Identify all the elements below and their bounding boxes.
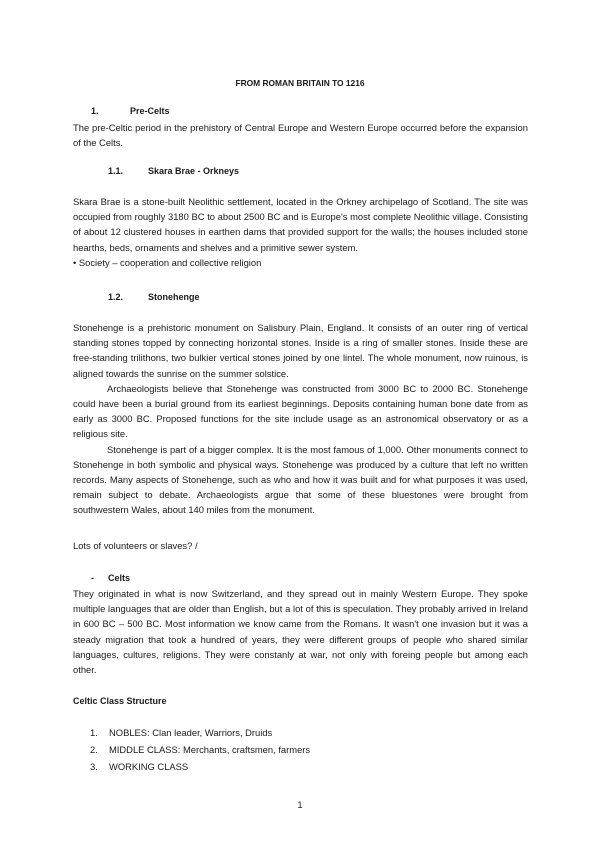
paragraph: Lots of volunteers or slaves? / (73, 540, 198, 551)
page-number: 1 (297, 800, 303, 810)
section-title: Skara Brae - Orkneys (148, 166, 240, 176)
section-title: Celts (108, 573, 131, 583)
paragraph: Skara Brae is a stone-built Neolithic settlement, located in the Orkney archipelago of Scotland. The site was occupied from roughly 3180 BC to about 2500 BC and is Europe's most complete Neolithic village. Consisting of about 12 clustered houses in earthen dams that provided support for the walls; the houses included stone hearths, beds, ornaments and shelves and a primitive sewer system. (73, 196, 528, 253)
section-1-heading (91, 104, 170, 119)
paragraph: They originated in what is now Switzerland, and they spread out in mainly Western Europe. They spoke multiple languages that are older than English, but a lot of this is speculation. They probably arrived in Ireland in 600 BC – 500 BC. Most information we know came from the Romans. It wasn't one invasion but it was a steady migration that took a hundred of years, they were different groups of people who shared similar languages, cultures, religions. They were constanly at war, not only with foreing people but among each other. (73, 588, 528, 676)
celts-text (73, 586, 528, 677)
paragraph: Stonehenge is part of a bigger complex. It is the most famous of 1,000. Other monuments connect to Stonehenge in both symbolic and physical ways. Stonehenge was produced by a culture that left no written records. Many aspects of Stonehenge, such as who and how it was built and for what purposes it was used, remain subject to debate. Archaeologists argue that some of these bluestones were brought from southwestern Wales, about 140 miles from the monument. (73, 443, 528, 516)
paragraph: The pre-Celtic period in the prehistory of Central Europe and Western Europe occurred before the expansion of the Celts. (73, 122, 528, 149)
question-line (73, 538, 528, 553)
list-item: 2. MIDDLE CLASS: Merchants, craftsmen, farmers (90, 744, 311, 756)
section-title: Stonehenge (148, 292, 200, 302)
section-number: 1.1. (108, 166, 124, 176)
section-number: 1. (91, 106, 99, 116)
class-structure-list (90, 725, 510, 777)
class-structure-heading: Celtic Class Structure (73, 696, 167, 706)
section-1-2-text (73, 320, 528, 518)
section-1-text (73, 120, 528, 150)
list-item: 1. NOBLES: Clan leader, Warriors, Druids (90, 727, 273, 738)
section-1-1-text (73, 194, 528, 270)
section-1-1-heading (108, 164, 239, 179)
paragraph: Archaeologists believe that Stonehenge was constructed from 3000 BC to 2000 BC. Stonehenge could have been a burial ground from its earliest beginnings. Deposits containing human bone date from as early as 3000 BC. Proposed functions for the site include usage as an astronomical observatory or as a religious site. (73, 382, 528, 440)
list-item: 3. WORKING CLASS (90, 761, 189, 773)
section-1-2-heading (108, 290, 200, 305)
bullet-item: • Society – cooperation and collective religion (73, 256, 262, 268)
paragraph: Stonehenge is a prehistoric monument on Salisbury Plain, England. It consists of an outer ring of vertical standing stones topped by connecting horizontal stones. Inside is a ring of smaller stones. Inside these are free-standing trilithons, two bulkier vertical stones joined by one lintel. The whole monument, now ruinous, is aligned towards the sunrise on the summer solstice. (73, 322, 528, 379)
section-number: 1.2. (108, 292, 124, 302)
dash-marker: - (91, 573, 94, 583)
celts-heading (91, 571, 130, 586)
document-title: FROM ROMAN BRITAIN TO 1216 (235, 78, 365, 88)
section-title: Pre-Celts (130, 106, 170, 116)
